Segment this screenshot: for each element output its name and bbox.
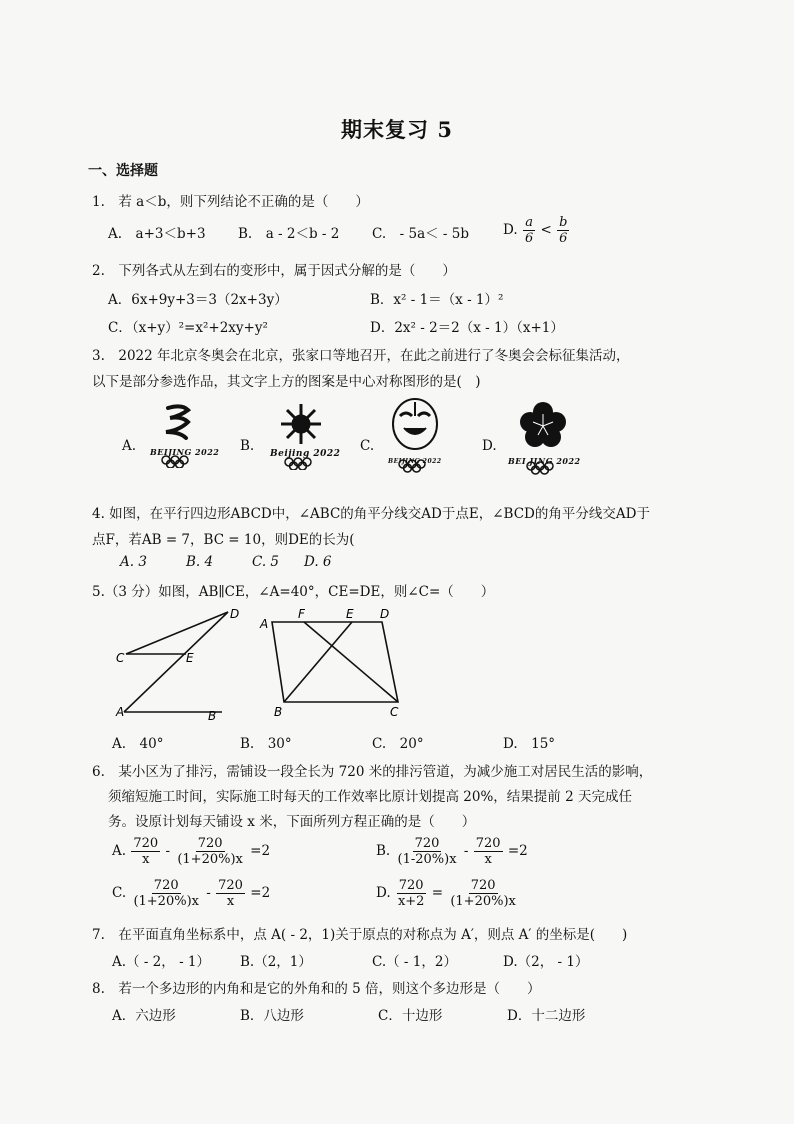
q5-stem: 5.（3 分）如图，AB∥CE，∠A=40°，CE=DE，则∠C=（ ）: [92, 584, 495, 600]
q3-logo-c-caption: BEIJING 2022: [388, 458, 442, 465]
q6-c-numerator-1: 720: [153, 878, 179, 893]
q6-option-b: [376, 836, 528, 867]
q6-d-numerator-2: 720: [470, 878, 496, 893]
q4-stem-line1: 4. 如图，在平行四边形ABCD中，∠ABC的角平分线交AD于点E，∠BCD的角平分线交AD于: [92, 506, 650, 522]
fig1-point-d: D: [230, 607, 240, 621]
q6-stem-line1: 6. 某小区为了排污，需铺设一段全长为 720 米的排污管道，为减少施工对居民生活的影响，: [92, 764, 653, 780]
q5-figure-zigzag: [110, 604, 250, 724]
q6-stem-line3: 务。设原计划每天铺设 x 米，下面所列方程正确的是（ ）: [108, 814, 476, 830]
q4-option-b: B. 4: [186, 554, 214, 570]
q7-option-a: A.（ - 2， - 1）: [112, 954, 211, 970]
q6-d-operator: =: [431, 885, 444, 901]
q5-option-d: D. 15°: [503, 736, 556, 752]
q8-option-c: C．十边形: [378, 1008, 443, 1024]
fig2-point-d: D: [380, 607, 390, 621]
q6-b-numerator-1: 720: [414, 836, 440, 851]
q6-option-d: [376, 878, 519, 909]
q6-c-rhs: =2: [250, 885, 271, 901]
fig1-point-e: E: [186, 651, 194, 665]
q2-option-a: A．6x+9y+3＝3（2x+3y）: [108, 292, 288, 308]
q3-logo-b-caption: Beijing 2022: [270, 449, 341, 459]
q1-option-b: B. a - 2＜b - 2: [238, 226, 340, 242]
q5-option-b: B. 30°: [240, 736, 292, 752]
fig1-point-b: B: [208, 709, 217, 723]
q3-option-b-label: B.: [240, 438, 255, 454]
q6-b-numerator-2: 720: [475, 836, 501, 851]
q6-b-denominator-2: x: [484, 852, 492, 867]
q4-stem-line2: 点F，若AB = 7，BC = 10，则DE的长为(: [92, 532, 355, 548]
fig2-point-a: A: [260, 617, 269, 631]
q3-stem-line2: 以下是部分参选作品，其文字上方的图案是中心对称图形的是( ): [92, 374, 481, 390]
q6-b-operator: -: [463, 843, 469, 859]
q8-stem: 8. 若一个多边形的内角和是它的外角和的 5 倍，则这个多边形是（ ）: [92, 981, 541, 997]
q7-option-d: D.（2， - 1）: [503, 954, 589, 970]
q6-a-rhs: =2: [250, 843, 271, 859]
fig2-point-f: F: [298, 607, 305, 621]
q3-logo-d-caption: BEI JING 2022: [508, 456, 581, 466]
q7-option-c: C.（ - 1，2）: [372, 954, 457, 970]
q6-a-numerator-1: 720: [133, 836, 159, 851]
q8-option-a: A．六边形: [112, 1008, 176, 1024]
q1-d-right-denominator: 6: [559, 231, 568, 246]
q2-option-c: C．（x+y）²=x²+2xy+y²: [108, 320, 268, 336]
q6-c-denominator-1: (1+20%)x: [133, 894, 199, 909]
q6-option-c: [112, 878, 270, 909]
q1-stem: 1. 若 a＜b，则下列结论不正确的是（ ）: [92, 194, 369, 210]
q5-option-c: C. 20°: [372, 736, 424, 752]
q6-a-denominator-2: (1+20%)x: [177, 852, 243, 867]
q1-d-right-numerator: b: [559, 215, 568, 230]
q6-c-label: C.: [112, 885, 127, 901]
q6-d-numerator-1: 720: [398, 878, 424, 893]
q1-option-c: C. - 5a＜ - 5b: [372, 226, 470, 242]
q1-option-d-label: D.: [503, 222, 518, 238]
q7-option-b: B.（2，1）: [240, 954, 312, 970]
section-heading: 一、选择题: [88, 163, 158, 179]
q3-option-d-label: D.: [482, 438, 497, 454]
q6-d-denominator-2: (1+20%)x: [450, 894, 516, 909]
logo-b-olympic-rings-icon: [285, 458, 311, 470]
q4-option-a: A. 3: [120, 554, 147, 570]
fig1-segment-ad: [124, 612, 228, 712]
q6-c-numerator-2: 720: [218, 878, 243, 893]
q1-d-left-denominator: 6: [524, 231, 534, 246]
q2-option-d: D．2x² - 2＝2（x - 1）（x+1）: [370, 320, 564, 336]
q1-option-a: A. a+3＜b+3: [108, 226, 206, 242]
q6-b-denominator-1: (1-20%)x: [397, 852, 457, 867]
fig2-parallelogram-abcd: [272, 622, 398, 702]
q6-a-denominator-1: x: [142, 852, 150, 867]
fig1-segment-cd: [126, 612, 228, 654]
q8-option-b: B．八边形: [240, 1008, 304, 1024]
fig2-point-e: E: [346, 607, 354, 621]
q6-b-rhs: =2: [507, 843, 528, 859]
page-title: 期末复习 5: [341, 117, 453, 142]
q3-option-a-label: A.: [122, 438, 137, 454]
q6-a-numerator-2: 720: [197, 836, 223, 851]
q3-option-c-label: C.: [360, 438, 375, 454]
fig1-point-c: C: [116, 651, 125, 665]
fig2-point-c: C: [390, 705, 399, 719]
logo-a-ribbon-icon: [166, 406, 188, 438]
logo-b-snowflake-icon: [281, 404, 321, 444]
q6-c-denominator-2: x: [226, 894, 235, 909]
q6-d-denominator-1: x+2: [397, 894, 425, 909]
q7-stem: 7. 在平面直角坐标系中，点 A( - 2，1)关于原点的对称点为 A′，则点 A′ 的坐标是( ): [92, 927, 628, 943]
fig2-point-b: B: [274, 705, 283, 719]
q6-a-label: A.: [112, 843, 127, 859]
q4-option-d: D. 6: [304, 554, 332, 570]
q4-option-c: C. 5: [252, 554, 280, 570]
q1-d-left-numerator: a: [525, 215, 533, 230]
q6-d-label: D.: [376, 885, 391, 901]
q5-option-a: A. 40°: [112, 736, 164, 752]
logo-a-olympic-rings-icon: [162, 456, 188, 468]
q6-c-operator: -: [206, 885, 211, 901]
q8-option-d: D．十二边形: [507, 1008, 586, 1024]
q6-option-a: [112, 836, 270, 867]
q6-b-label: B.: [376, 843, 391, 859]
q1-d-less-than: <: [540, 222, 552, 238]
fig1-point-a: A: [116, 705, 125, 719]
q1-option-d: [503, 215, 570, 246]
q3-logo-a-caption: BEIJING 2022: [150, 447, 220, 457]
q3-logo-a: [144, 398, 214, 468]
q5-figure-parallelogram: [256, 604, 416, 724]
q2-option-b: B．x² - 1＝（x - 1）²: [370, 292, 504, 308]
q6-a-operator: -: [165, 843, 171, 859]
q3-logo-b: [266, 400, 336, 470]
q6-stem-line2: 须缩短施工时间，实际施工时每天的工作效率比原计划提高 20%，结果提前 2 天完成任: [108, 789, 632, 805]
q3-stem-line1: 3. 2022 年北京冬奥会在北京，张家口等地召开，在此之前进行了冬奥会会标征集活动，: [92, 348, 630, 364]
q2-stem: 2. 下列各式从左到右的变形中，属于因式分解的是（ ）: [92, 263, 456, 279]
